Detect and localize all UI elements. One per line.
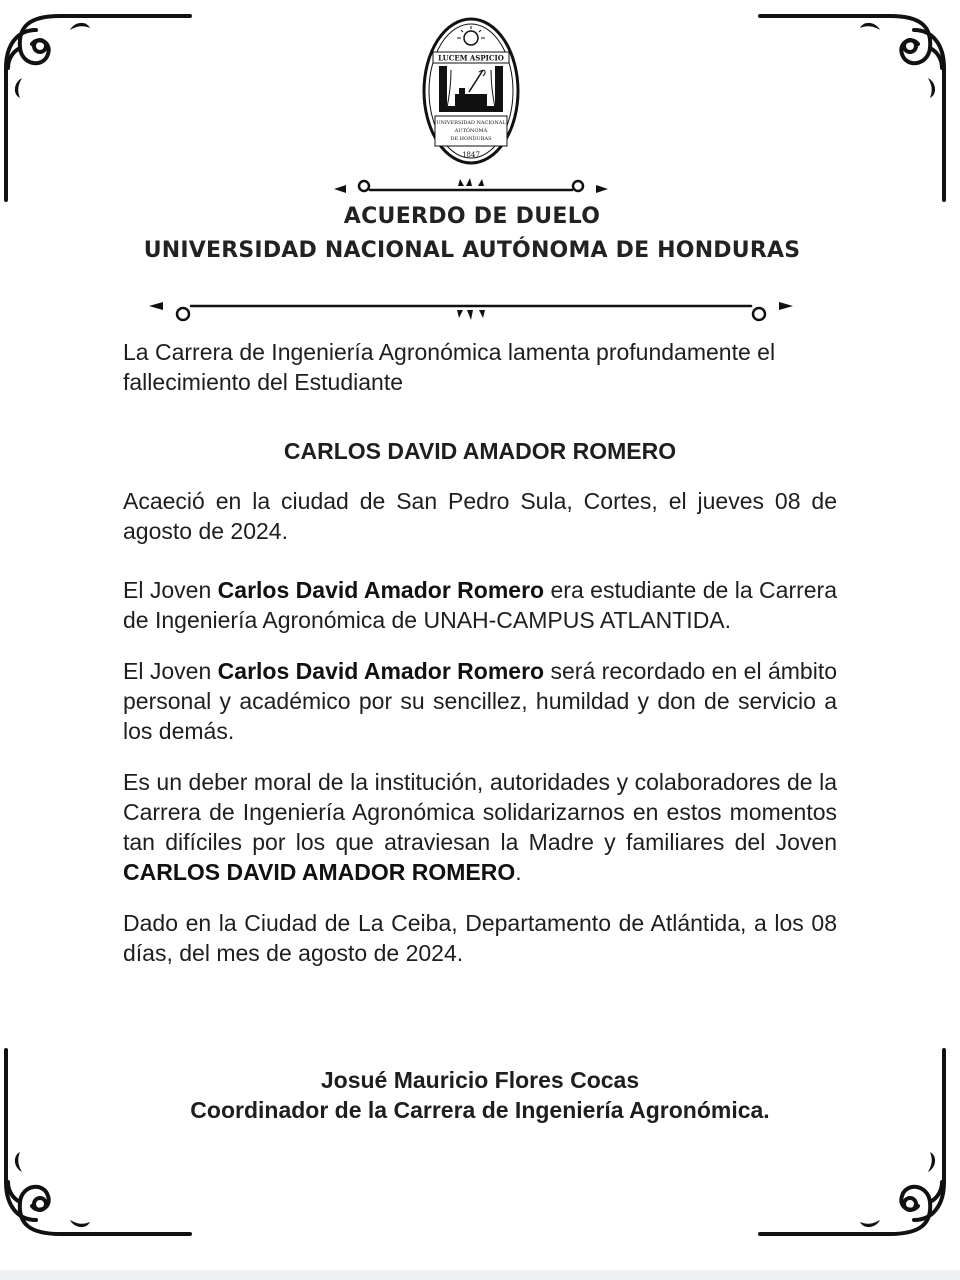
- document-body: [123, 337, 837, 968]
- flourish-icon: [750, 8, 950, 208]
- student-paragraph: El Joven Carlos David Amador Romero era estudiante de la Carrera de Ingeniería Agronómica de UNAH-CAMPUS ATLANTIDA.: [123, 577, 838, 633]
- intro-paragraph: La Carrera de Ingeniería Agronómica lamenta profundamente el fallecimiento del Estudiante: [123, 339, 776, 395]
- seal-year: 1847: [462, 151, 480, 159]
- seal-line-2: AUTÓNOMA: [454, 128, 488, 134]
- sun-icon: [457, 26, 485, 45]
- student-name: Carlos David Amador Romero: [217, 658, 545, 684]
- remembrance-paragraph: El Joven Carlos David Amador Romero será recordado en el ámbito personal y académico por su sencillez, humildad y don de servicio a los demás.: [123, 658, 838, 744]
- scroll-divider-icon: [145, 296, 797, 328]
- signatory-role: Coordinador de la Carrera de Ingeniería Agronómica.: [190, 1097, 770, 1123]
- corner-ornament-top-right: [750, 8, 950, 208]
- seal-motto: LUCEM ASPICIO: [438, 53, 504, 63]
- document-title: ACUERDO DE DUELO: [343, 204, 601, 229]
- institution-name: UNIVERSIDAD NACIONAL AUTÓNOMA DE HONDURAS: [143, 238, 801, 263]
- death-details-paragraph: Acaeció en la ciudad de San Pedro Sula, Cortes, el jueves 08 de agosto de 2024.: [123, 488, 837, 544]
- book-and-quill-icon: [439, 66, 503, 112]
- seal-line-1: UNIVERSIDAD NACIONAL: [436, 120, 506, 126]
- signatory-name: Josué Mauricio Flores Cocas: [320, 1067, 640, 1093]
- student-name-caps: CARLOS DAVID AMADOR ROMERO: [123, 859, 516, 885]
- corner-ornament-top-left: [0, 8, 200, 208]
- issued-paragraph: Dado en la Ciudad de La Ceiba, Departamento de Atlántida, a los 08 días, del mes de agosto de 2024.: [123, 910, 837, 966]
- student-name: Carlos David Amador Romero: [217, 577, 545, 603]
- bottom-strip: [0, 1270, 960, 1280]
- university-seal: [421, 16, 521, 166]
- deceased-name-heading: CARLOS DAVID AMADOR ROMERO: [283, 438, 677, 464]
- seal-line-3: DE HONDURAS: [450, 136, 492, 142]
- condolence-paragraph: Es un deber moral de la institución, autoridades y colaboradores de la Carrera de Ingeniería Agronómica solidarizarnos en estos momentos tan difíciles por los que atraviesan la Madre y familiares del Joven CARLOS DAVID AMADOR ROMERO.: [123, 769, 837, 885]
- flourish-icon: [0, 8, 200, 208]
- scroll-divider-icon: [330, 174, 612, 200]
- ornamental-divider-top: [330, 174, 612, 200]
- ornamental-divider-middle: [145, 296, 797, 328]
